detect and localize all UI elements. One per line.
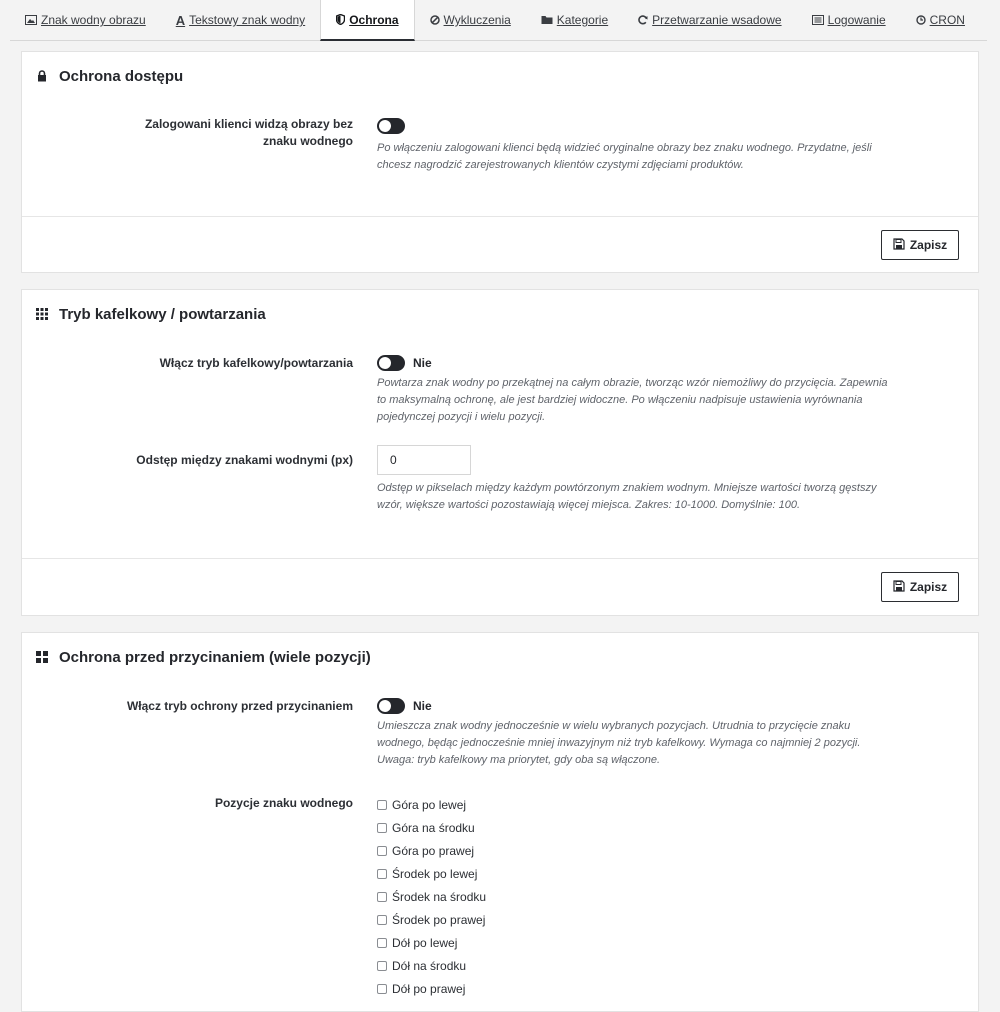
text-font-icon: A [175,12,186,28]
field-label: Zalogowani klienci widzą obrazy bez znaku wodnego [144,117,353,148]
checkbox-label: Dół po lewej [392,935,458,950]
tab-label: Kategorie [556,13,609,27]
refresh-icon [638,15,648,25]
logged-customers-toggle[interactable] [377,118,405,134]
tab-label: Wykluczenia [443,13,511,27]
tab-categories[interactable] [526,0,623,40]
tile-mode-panel [21,289,979,616]
position-checkbox-item[interactable] [377,839,897,862]
checkbox-label: Dół na środku [392,958,467,973]
tab-bar [10,0,987,41]
grid-icon [35,308,49,320]
checkbox[interactable] [377,846,387,856]
checkbox-label: Dół po prawej [392,981,466,996]
tab-label: Tekstowy znak wodny [189,13,306,27]
access-protection-panel [21,51,979,273]
save-icon [893,238,905,253]
position-checkbox-item[interactable] [377,931,897,954]
checkbox[interactable] [377,915,387,925]
position-checkbox-item[interactable] [377,885,897,908]
field-label: Włącz tryb ochrony przed przycinaniem [126,699,353,713]
image-icon [25,15,37,25]
tab-label: Ochrona [349,12,399,27]
ban-icon [430,15,440,25]
panel-footer [22,216,978,274]
checkbox-label: Góra na środku [392,820,475,835]
panel-footer [22,558,978,616]
crop-protection-panel [21,632,979,1012]
save-button[interactable] [881,572,959,602]
help-text: Odstęp w pikselach między każdym powtórzonym znakiem wodnym. Mniejsze wartości tworzą gęstszy wzór, większe wartości pozostawiają więcej miejsca. Zakres: 10-1000. Domyślnie: 100. [377,482,877,511]
position-checkbox-item[interactable] [377,908,897,931]
save-button[interactable] [881,230,959,260]
position-checkbox-item[interactable] [377,862,897,885]
tab-logging[interactable] [797,0,901,40]
tab-text-watermark[interactable] [161,0,320,40]
field-label: Włącz tryb kafelkowy/powtarzania [159,356,353,370]
checkbox[interactable] [377,892,387,902]
checkbox-label: Środek po prawej [392,912,486,927]
folder-icon [541,15,553,25]
checkbox[interactable] [377,823,387,833]
grid-four-icon [35,651,49,663]
spacing-input[interactable]: 0 [377,445,471,475]
position-checkbox-item[interactable] [377,816,897,839]
toggle-state: Nie [413,699,432,713]
save-icon [893,580,905,595]
checkbox-label: Środek po lewej [392,866,478,881]
field-label: Pozycje znaku wodnego [214,796,353,810]
position-checkbox-item[interactable] [377,977,897,1000]
lock-icon [35,70,49,82]
toggle-state: Nie [413,356,432,370]
crop-mode-toggle[interactable] [377,698,405,714]
tab-batch-processing[interactable] [623,0,796,40]
list-icon [812,15,824,25]
position-checkbox-item[interactable] [377,954,897,977]
tab-image-watermark[interactable] [10,0,161,40]
field-label: Odstęp między znakami wodnymi (px) [136,453,353,467]
checkbox[interactable] [377,961,387,971]
tab-label: Znak wodny obrazu [41,13,146,27]
tab-label: Przetwarzanie wsadowe [652,13,782,27]
checkbox-label: Góra po prawej [392,843,475,858]
checkbox[interactable] [377,938,387,948]
checkbox-label: Środek na środku [392,889,487,904]
help-text: Powtarza znak wodny po przekątnej na całym obrazie, tworząc wzór niemożliwy do przycięcia. Zapewnia to maksymalną ochronę, ale jest bardziej widoczne. Po włączeniu nadpisuje ustawienia wyrównania pojedynczej pozycji i wielu pozycji. [377,377,888,423]
shield-icon [336,14,345,25]
save-label: Zapisz [909,580,948,594]
checkbox-label: Góra po lewej [392,797,467,812]
help-text: Po włączeniu zalogowani klienci będą widzieć oryginalne obrazy bez znaku wodnego. Przydatne, jeśli chcesz nagrodzić zarejestrowanych klientów czystymi zdjęciami produktów. [377,142,872,171]
tab-protection[interactable] [320,0,414,41]
tab-label: Logowanie [827,13,886,27]
positions-list [377,793,897,1000]
checkbox[interactable] [377,984,387,994]
tab-label: CRON [929,13,965,27]
panel-header [22,290,978,338]
panel-title: Ochrona przed przycinaniem (wiele pozycji) [59,648,371,666]
panel-title: Tryb kafelkowy / powtarzania [59,305,266,323]
panel-title: Ochrona dostępu [59,67,184,85]
checkbox[interactable] [377,869,387,879]
tab-exclusions[interactable] [415,0,526,40]
checkbox[interactable] [377,800,387,810]
tile-mode-toggle[interactable] [377,355,405,371]
save-label: Zapisz [909,238,948,252]
panel-header [22,52,978,100]
clock-icon [916,15,926,25]
panel-header [22,633,978,681]
position-checkbox-item[interactable] [377,793,897,816]
tab-cron[interactable] [901,0,980,40]
help-text: Umieszcza znak wodny jednocześnie w wielu wybranych pozycjach. Utrudnia to przycięcie znaku wodnego, będąc jednocześnie mniej inwazyjnym niż tryb kafelkowy. Wymaga co najmniej 2 pozycji. Uwaga: tryb kafelkowy ma priorytet, gdy oba są włączone. [377,720,861,766]
